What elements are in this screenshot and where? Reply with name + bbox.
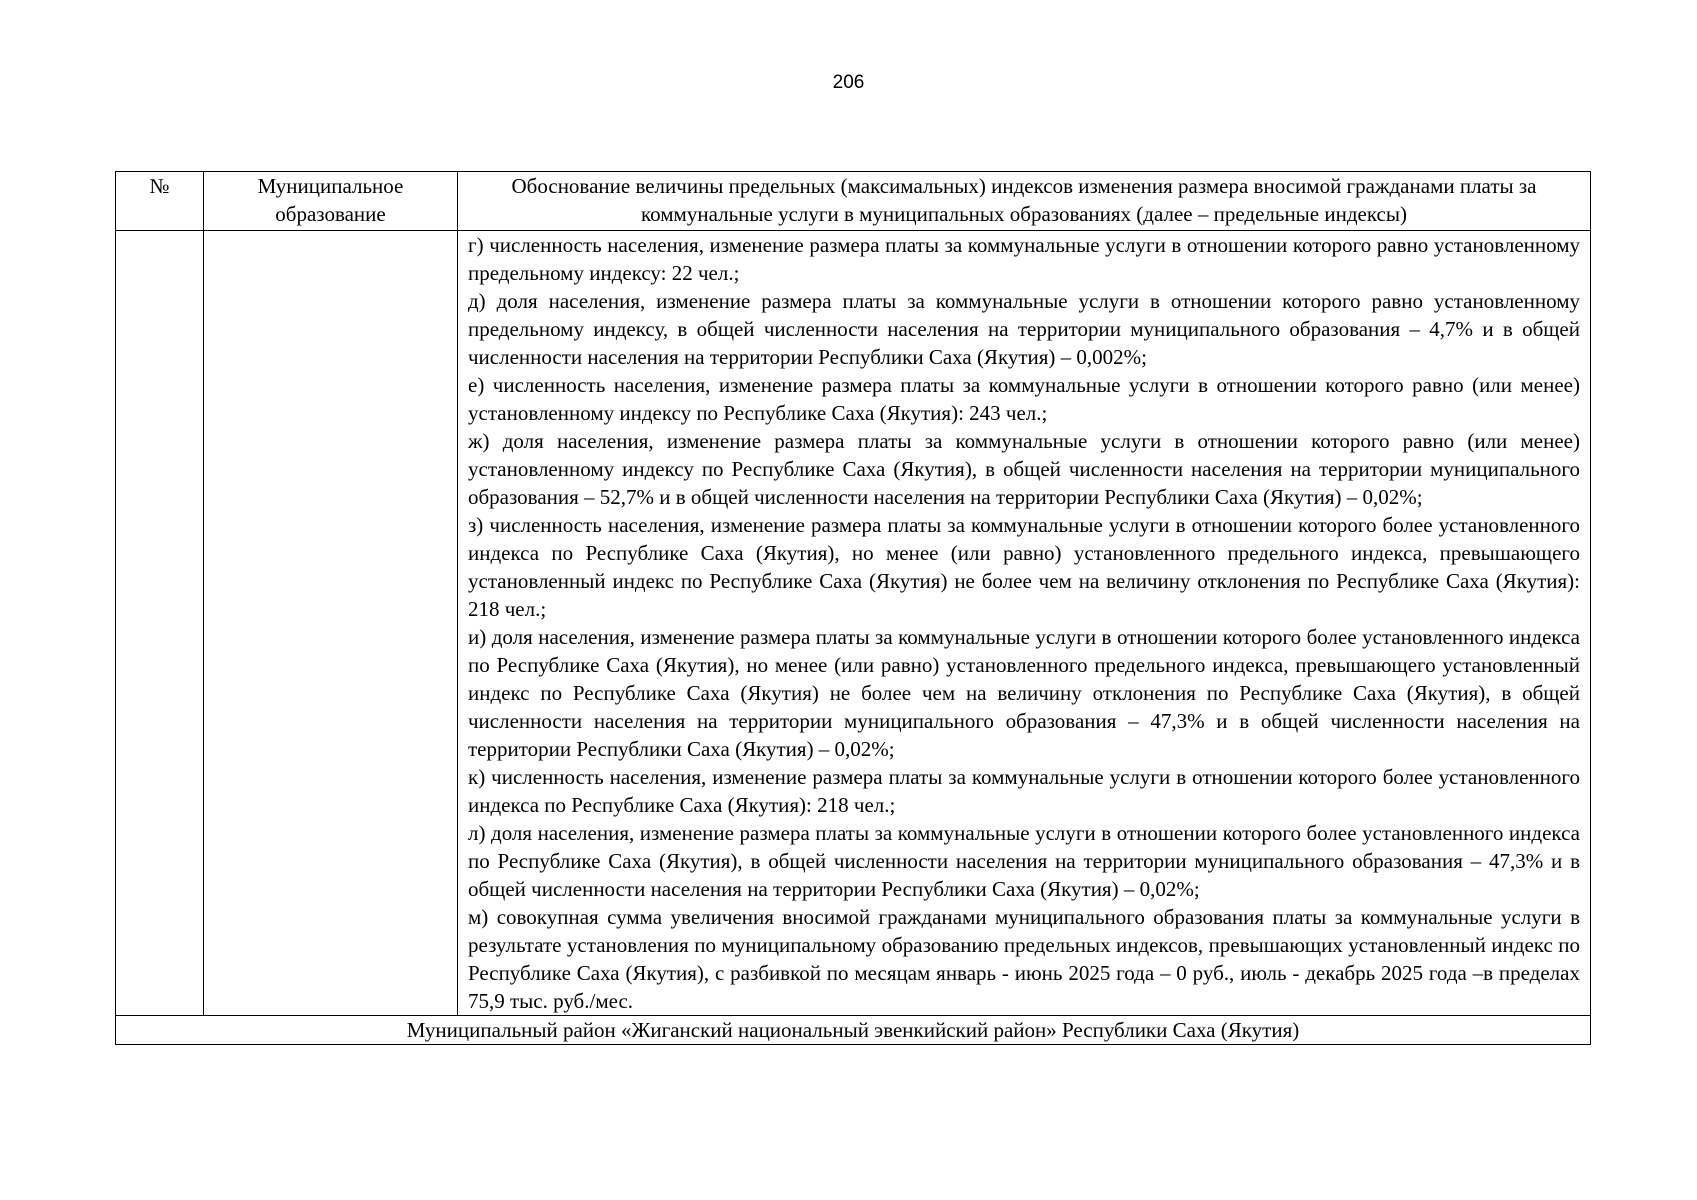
section-heading-row bbox=[116, 1016, 1591, 1045]
cell-justification bbox=[458, 231, 1591, 1016]
justification-table bbox=[115, 171, 1591, 1045]
section-heading: Муниципальный район «Жиганский национальный эвенкийский район» Республики Саха (Якутия) bbox=[116, 1016, 1591, 1045]
paragraph-g: г) численность населения, изменение размера платы за коммунальные услуги в отношении которого равно установленному предельному индексу: 22 чел.; bbox=[468, 233, 1580, 285]
paragraph-zh: ж) доля населения, изменение размера платы за коммунальные услуги в отношении которого равно (или менее) установленному индексу по Республике Саха (Якутия), в общей численности населения на территории муниципального образования – 52,7% и в общей численности населения на территории Республики Саха (Якутия) – 0,02%; bbox=[468, 429, 1580, 509]
cell-number bbox=[116, 231, 204, 1016]
table-header-row bbox=[116, 172, 1591, 231]
header-municipality: Муниципальное образование bbox=[204, 172, 458, 231]
paragraph-k: к) численность населения, изменение размера платы за коммунальные услуги в отношении которого более установленного индекса по Республике Саха (Якутия): 218 чел.; bbox=[468, 765, 1580, 817]
paragraph-e: е) численность населения, изменение размера платы за коммунальные услуги в отношении которого равно (или менее) установленному индексу по Республике Саха (Якутия): 243 чел.; bbox=[468, 373, 1580, 425]
header-number: № bbox=[116, 172, 204, 231]
paragraph-d: д) доля населения, изменение размера платы за коммунальные услуги в отношении которого равно установленному предельному индексу, в общей численности населения на территории муниципального образования – 4,7% и в общей численности населения на территории Республики Саха (Якутия) – 0,002%; bbox=[468, 289, 1580, 369]
header-justification: Обоснование величины предельных (максимальных) индексов изменения размера вносимой гражданами платы за коммунальные услуги в муниципальных образованиях (далее – предельные индексы) bbox=[458, 172, 1591, 231]
paragraph-z: з) численность населения, изменение размера платы за коммунальные услуги в отношении которого более установленного индекса по Республике Саха (Якутия), но менее (или равно) установленного предельного индекса, превышающего установленный индекс по Республике Саха (Якутия) не более чем на величину отклонения по Республике Саха (Якутия): 218 чел.; bbox=[468, 513, 1580, 621]
paragraph-i: и) доля населения, изменение размера платы за коммунальные услуги в отношении которого более установленного индекса по Республике Саха (Якутия), но менее (или равно) установленного предельного индекса, превышающего установленный индекс по Республике Саха (Якутия) не более чем на величину отклонения по Республике Саха (Якутия), в общей численности населения на территории муниципального образования – 47,3% и в общей численности населения на территории Республики Саха (Якутия) – 0,02%; bbox=[468, 625, 1580, 761]
page-number: 206 bbox=[832, 72, 865, 93]
paragraph-l: л) доля населения, изменение размера платы за коммунальные услуги в отношении которого более установленного индекса по Республике Саха (Якутия), в общей численности населения на территории муниципального образования – 47,3% и в общей численности населения на территории Республики Саха (Якутия) – 0,02%; bbox=[468, 821, 1580, 901]
cell-municipality bbox=[204, 231, 458, 1016]
paragraph-m: м) совокупная сумма увеличения вносимой гражданами муниципального образования платы за коммунальные услуги в результате установления по муниципальному образованию предельных индексов, превышающих установленный индекс по Республике Саха (Якутия), с разбивкой по месяцам январь - июнь 2025 года – 0 руб., июль - декабрь 2025 года –в пределах 75,9 тыс. руб./мес. bbox=[468, 905, 1580, 1013]
table-row bbox=[116, 231, 1591, 1016]
